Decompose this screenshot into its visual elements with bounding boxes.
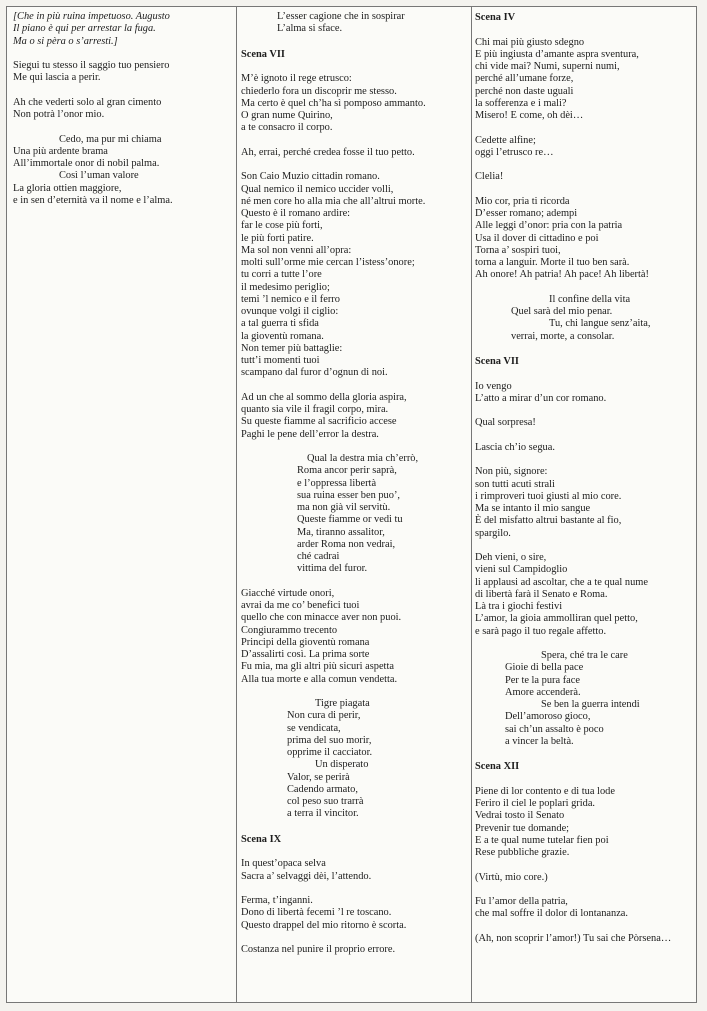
text-line: vieni sul Campidoglio [475, 564, 568, 576]
text-line: temi ’l nemico e il ferro [241, 293, 340, 305]
blank-line [475, 122, 692, 134]
blank-line [241, 441, 465, 453]
text-line: All’immortale onor di nobil palma. [13, 158, 160, 169]
scene-heading: Scena VII [241, 48, 285, 60]
text-line: Torna a’ sospiri tuoi, [475, 244, 561, 256]
text-line: Giacché virtude onori, [241, 587, 335, 599]
text-line: Son Caio Muzio cittadin romano. [241, 171, 380, 183]
text-line: far le cose più forti, [241, 220, 323, 232]
text-line: la sofferenza e i mali? [475, 97, 567, 109]
text-line: Dell’amoroso gioco, [505, 711, 591, 723]
text-line: Qual nemico il nemico uccider volli, [241, 183, 394, 195]
blank-line [475, 159, 692, 171]
text-line: a tal guerra ti sfida [241, 318, 319, 330]
text-line: di libertà farà il Senato e Roma. [475, 588, 608, 600]
text-line: Congiurammo trecento [241, 624, 338, 636]
text-line: Una più ardente brama [13, 145, 108, 157]
text-line: Cedette alfine; [475, 134, 536, 146]
text-line: In quest’opaca selva [241, 858, 326, 870]
blank-line [241, 576, 465, 588]
column-right [472, 7, 698, 1002]
text-line: li applausi ad ascoltar, che a te qual nume [475, 576, 648, 588]
text-line: opprime il cacciator. [287, 747, 373, 758]
text-line: Su queste fiamme al sacrificio accese [241, 416, 397, 428]
text-line: (Ah, non scoprir l’amor!) Tu sai che Pòrsena… [475, 932, 672, 944]
text-line: Spera, ché tra le care [541, 650, 628, 661]
blank-line [475, 884, 692, 896]
text-line: Roma ancor perir saprà, [297, 465, 397, 477]
blank-line [241, 846, 465, 858]
text-line: tutt’i momenti tuoi [241, 355, 320, 366]
blank-line [241, 686, 465, 698]
blank-line [475, 405, 692, 417]
text-line: né men core ho alla mia che all’altrui morte. [241, 195, 426, 207]
text-line: Misero! E come, oh dèi… [475, 110, 584, 121]
text-line: Rese pubbliche grazie. [475, 847, 570, 858]
text-line: ché cadrai [297, 551, 340, 562]
text-line: sua ruina esser ben puo’, [297, 489, 401, 501]
text-line: prima del suo morir, [287, 734, 372, 746]
text-line: Fu l’amor della patria, [475, 896, 568, 907]
text-line: Ah onore! Ah patria! Ah pace! Ah libertà! [475, 269, 649, 281]
text-line: Queste fiamme or vedi tu [297, 514, 403, 526]
text-line: Il confine della vita [549, 293, 631, 305]
text-line: Ah, errai, perché credea fosse il tuo petto. [241, 146, 415, 158]
text-line: Quel sarà del mio penar. [511, 306, 613, 317]
text-line: Così l’uman valore [59, 170, 139, 182]
text-line: il medesimo periglio; [241, 281, 330, 293]
text-line: Io vengo [475, 380, 512, 392]
scene-heading: Scena XII [475, 761, 520, 773]
text-line: Ma o si pèra o s’arresti.] [13, 35, 118, 47]
text-line: quanto sia vile il fragil corpo, mira. [241, 404, 389, 415]
text-line: O gran nume Quirino, [241, 110, 333, 121]
text-line: Usa il dover di cittadino e poi [475, 232, 599, 244]
text-line: Gioie di bella pace [505, 662, 584, 674]
text-line: Principi della gioventù romana [241, 636, 370, 648]
column-middle [237, 7, 472, 1002]
text-line: e in sen d’eternità va il nome e l’alma. [13, 194, 173, 206]
text-line: M’è ignoto il rege etrusco: [241, 73, 352, 85]
text-line: L’alma si sface. [277, 23, 343, 35]
text-line: Non potrà l’onor mio. [13, 109, 105, 120]
blank-line [475, 921, 692, 933]
document-page [6, 6, 697, 1003]
text-line: [Che in più ruina impetuoso. Augusto [13, 11, 170, 22]
text-line: Qual sorpresa! [475, 417, 536, 429]
text-line: Ma certo è quel ch’ha sì pomposo ammanto. [241, 97, 426, 109]
text-line: Dono di libertà fecemi ’l re toscano. [241, 907, 392, 919]
text-line: Me qui lascia a perir. [13, 72, 101, 84]
text-line: Paghi le pene dell’error la destra. [241, 428, 379, 440]
text-line: Siegui tu stesso il saggio tuo pensiero [13, 60, 170, 71]
text-line: verrai, morte, a consolar. [511, 330, 615, 342]
text-line: La gloria ottien maggiore, [13, 182, 122, 194]
blank-line [241, 159, 465, 171]
text-line: Fu mia, ma gli altri più sicuri aspetta [241, 661, 394, 673]
text-line: avrai da me co’ benefici tuoi [241, 600, 360, 611]
text-line: perché all’umane forze, [475, 73, 574, 85]
text-line: scampano dal furor d’ognun di noi. [241, 367, 388, 379]
text-line: son tutti acuti strali [475, 478, 555, 490]
text-line: perché non daste uguali [475, 85, 574, 97]
blank-line [475, 343, 692, 355]
text-line: Non temer più battaglie: [241, 342, 343, 354]
text-line: col peso suo trarrà [287, 796, 364, 807]
blank-line [475, 368, 692, 380]
text-line: vittima del furor. [297, 563, 368, 575]
text-line: Chi mai più giusto sdegno [475, 36, 585, 48]
text-line: Ah che vederti solo al gran cimento [13, 96, 162, 108]
text-line: oggi l’etrusco re… [475, 146, 554, 158]
blank-line [475, 184, 692, 196]
text-line: che mal soffre il dolor di lontananza. [475, 908, 629, 920]
text-line: È del misfatto altrui bastante al fio, [475, 515, 622, 527]
blank-line [241, 61, 465, 73]
text-line: Se ben la guerra intendi [541, 699, 640, 710]
text-line: Mio cor, pria ti ricorda [475, 195, 570, 207]
text-line: quello che con minacce aver non puoi. [241, 612, 402, 624]
text-line: Un disperato [315, 759, 369, 771]
text-line: Per te la pura face [505, 674, 580, 686]
text-line: Clelia! [475, 171, 504, 183]
text-line: torna a languir. Morte il tuo ben sarà. [475, 257, 630, 268]
blank-line [241, 883, 465, 895]
blank-line [475, 430, 692, 442]
text-line: Deh vieni, o sire, [475, 552, 547, 563]
text-line: Questo drappel del mio ritorno è scorta. [241, 919, 407, 931]
text-line: e sarà pago il tuo regale affetto. [475, 625, 607, 637]
blank-line [475, 282, 692, 294]
text-line: Ad un che al sommo della gloria aspira, [241, 391, 407, 403]
text-line: D’esser romano; adempi [475, 208, 578, 219]
blank-line [13, 121, 230, 133]
text-line: Là tra i giochi festivi [475, 601, 563, 612]
text-line: Questo è il romano ardire: [241, 208, 351, 219]
blank-line [475, 540, 692, 552]
text-line: e l’oppressa libertà [297, 477, 377, 489]
text-line: Cadendo armato, [287, 783, 358, 795]
text-line: Costanza nel punire il proprio errore. [241, 944, 396, 955]
text-line: Valor, se perirà [287, 771, 350, 783]
text-line: se vendicata, [287, 722, 341, 734]
text-line: Ma se intanto il mio sangue [475, 503, 591, 514]
blank-line [475, 859, 692, 871]
text-line: Vedrai tosto il Senato [475, 810, 565, 822]
blank-line [13, 48, 230, 60]
blank-line [241, 380, 465, 392]
column-left [7, 7, 237, 1002]
text-line: Ma, tiranno assalitor, [297, 526, 385, 538]
text-line: tu corri a tutte l’ore [241, 269, 322, 281]
text-line: Alle leggi d’onor: pria con la patria [475, 220, 623, 232]
text-line: ma non già vil servitù. [297, 502, 391, 513]
text-line: chi vide mai? Numi, superni numi, [475, 61, 620, 72]
text-line: a te consacro il corpo. [241, 122, 333, 134]
text-line: le più forti patire. [241, 232, 314, 244]
text-line: (Virtù, mio core.) [475, 871, 548, 883]
text-line: D’assalirti così. La prima sorte [241, 649, 370, 660]
blank-line [241, 932, 465, 944]
blank-line [475, 748, 692, 760]
text-line: Feriro il ciel le poplari grida. [475, 798, 596, 809]
text-line: Lascia ch’io segua. [475, 441, 555, 453]
text-line: E a te qual nume tutelar fien poi [475, 834, 609, 846]
text-line: E più ingiusta d’amante aspra sventura, [475, 48, 639, 60]
scene-heading: Scena IV [475, 12, 516, 23]
text-line: la gioventù romana. [241, 330, 324, 342]
text-line: arder Roma non vedrai, [297, 538, 396, 550]
blank-line [475, 774, 692, 786]
text-line: L’esser cagione che in sospirar [277, 11, 405, 22]
text-line: a vincer la beltà. [505, 735, 574, 747]
text-line: Cedo, ma pur mi chiama [59, 133, 162, 145]
blank-line [475, 454, 692, 466]
scene-heading: Scena IX [241, 833, 282, 845]
text-line: Ma sol non venni all’opra: [241, 244, 352, 256]
text-line: Qual la destra mia ch’errò, [307, 453, 419, 464]
blank-line [475, 24, 692, 36]
text-line: Non cura di perir, [287, 710, 361, 722]
text-line: Il piano è qui per arrestar la fuga. [13, 23, 156, 35]
scene-heading: Scena VII [475, 356, 519, 367]
text-line: molti sull’orme mie cercan l’istess’onore; [241, 257, 415, 268]
text-line: Alla tua morte e alla comun vendetta. [241, 673, 398, 685]
text-line: sai ch’un assalto è poco [505, 723, 604, 735]
text-line: Tigre piagata [315, 698, 370, 709]
text-line: a terra il vincitor. [287, 808, 359, 820]
text-line: Prevenir tue domande; [475, 822, 570, 834]
text-line: Non più, signore: [475, 466, 548, 478]
text-line: L’amor, la gioia ammolliran quel petto, [475, 613, 638, 625]
text-line: L’atto a mirar d’un cor romano. [475, 392, 607, 404]
text-line: Ferma, t’inganni. [241, 895, 313, 906]
blank-line [13, 85, 230, 97]
text-line: Sacra a’ selvaggi dèi, l’attendo. [241, 870, 372, 882]
blank-line [241, 821, 465, 833]
text-line: i rimproveri tuoi giusti al mio core. [475, 490, 622, 502]
text-line: spargilo. [475, 527, 511, 539]
text-line: Tu, chi langue senz’aita, [549, 318, 651, 330]
blank-line [241, 36, 465, 48]
text-line: chiederlo fora un discoprir me stesso. [241, 85, 397, 97]
text-line: ovunque volgi il ciglio: [241, 306, 339, 317]
text-line: Amore accenderà. [505, 686, 581, 698]
text-line: Piene di lor contento e di tua lode [475, 785, 615, 797]
blank-line [241, 135, 465, 147]
blank-line [475, 638, 692, 650]
